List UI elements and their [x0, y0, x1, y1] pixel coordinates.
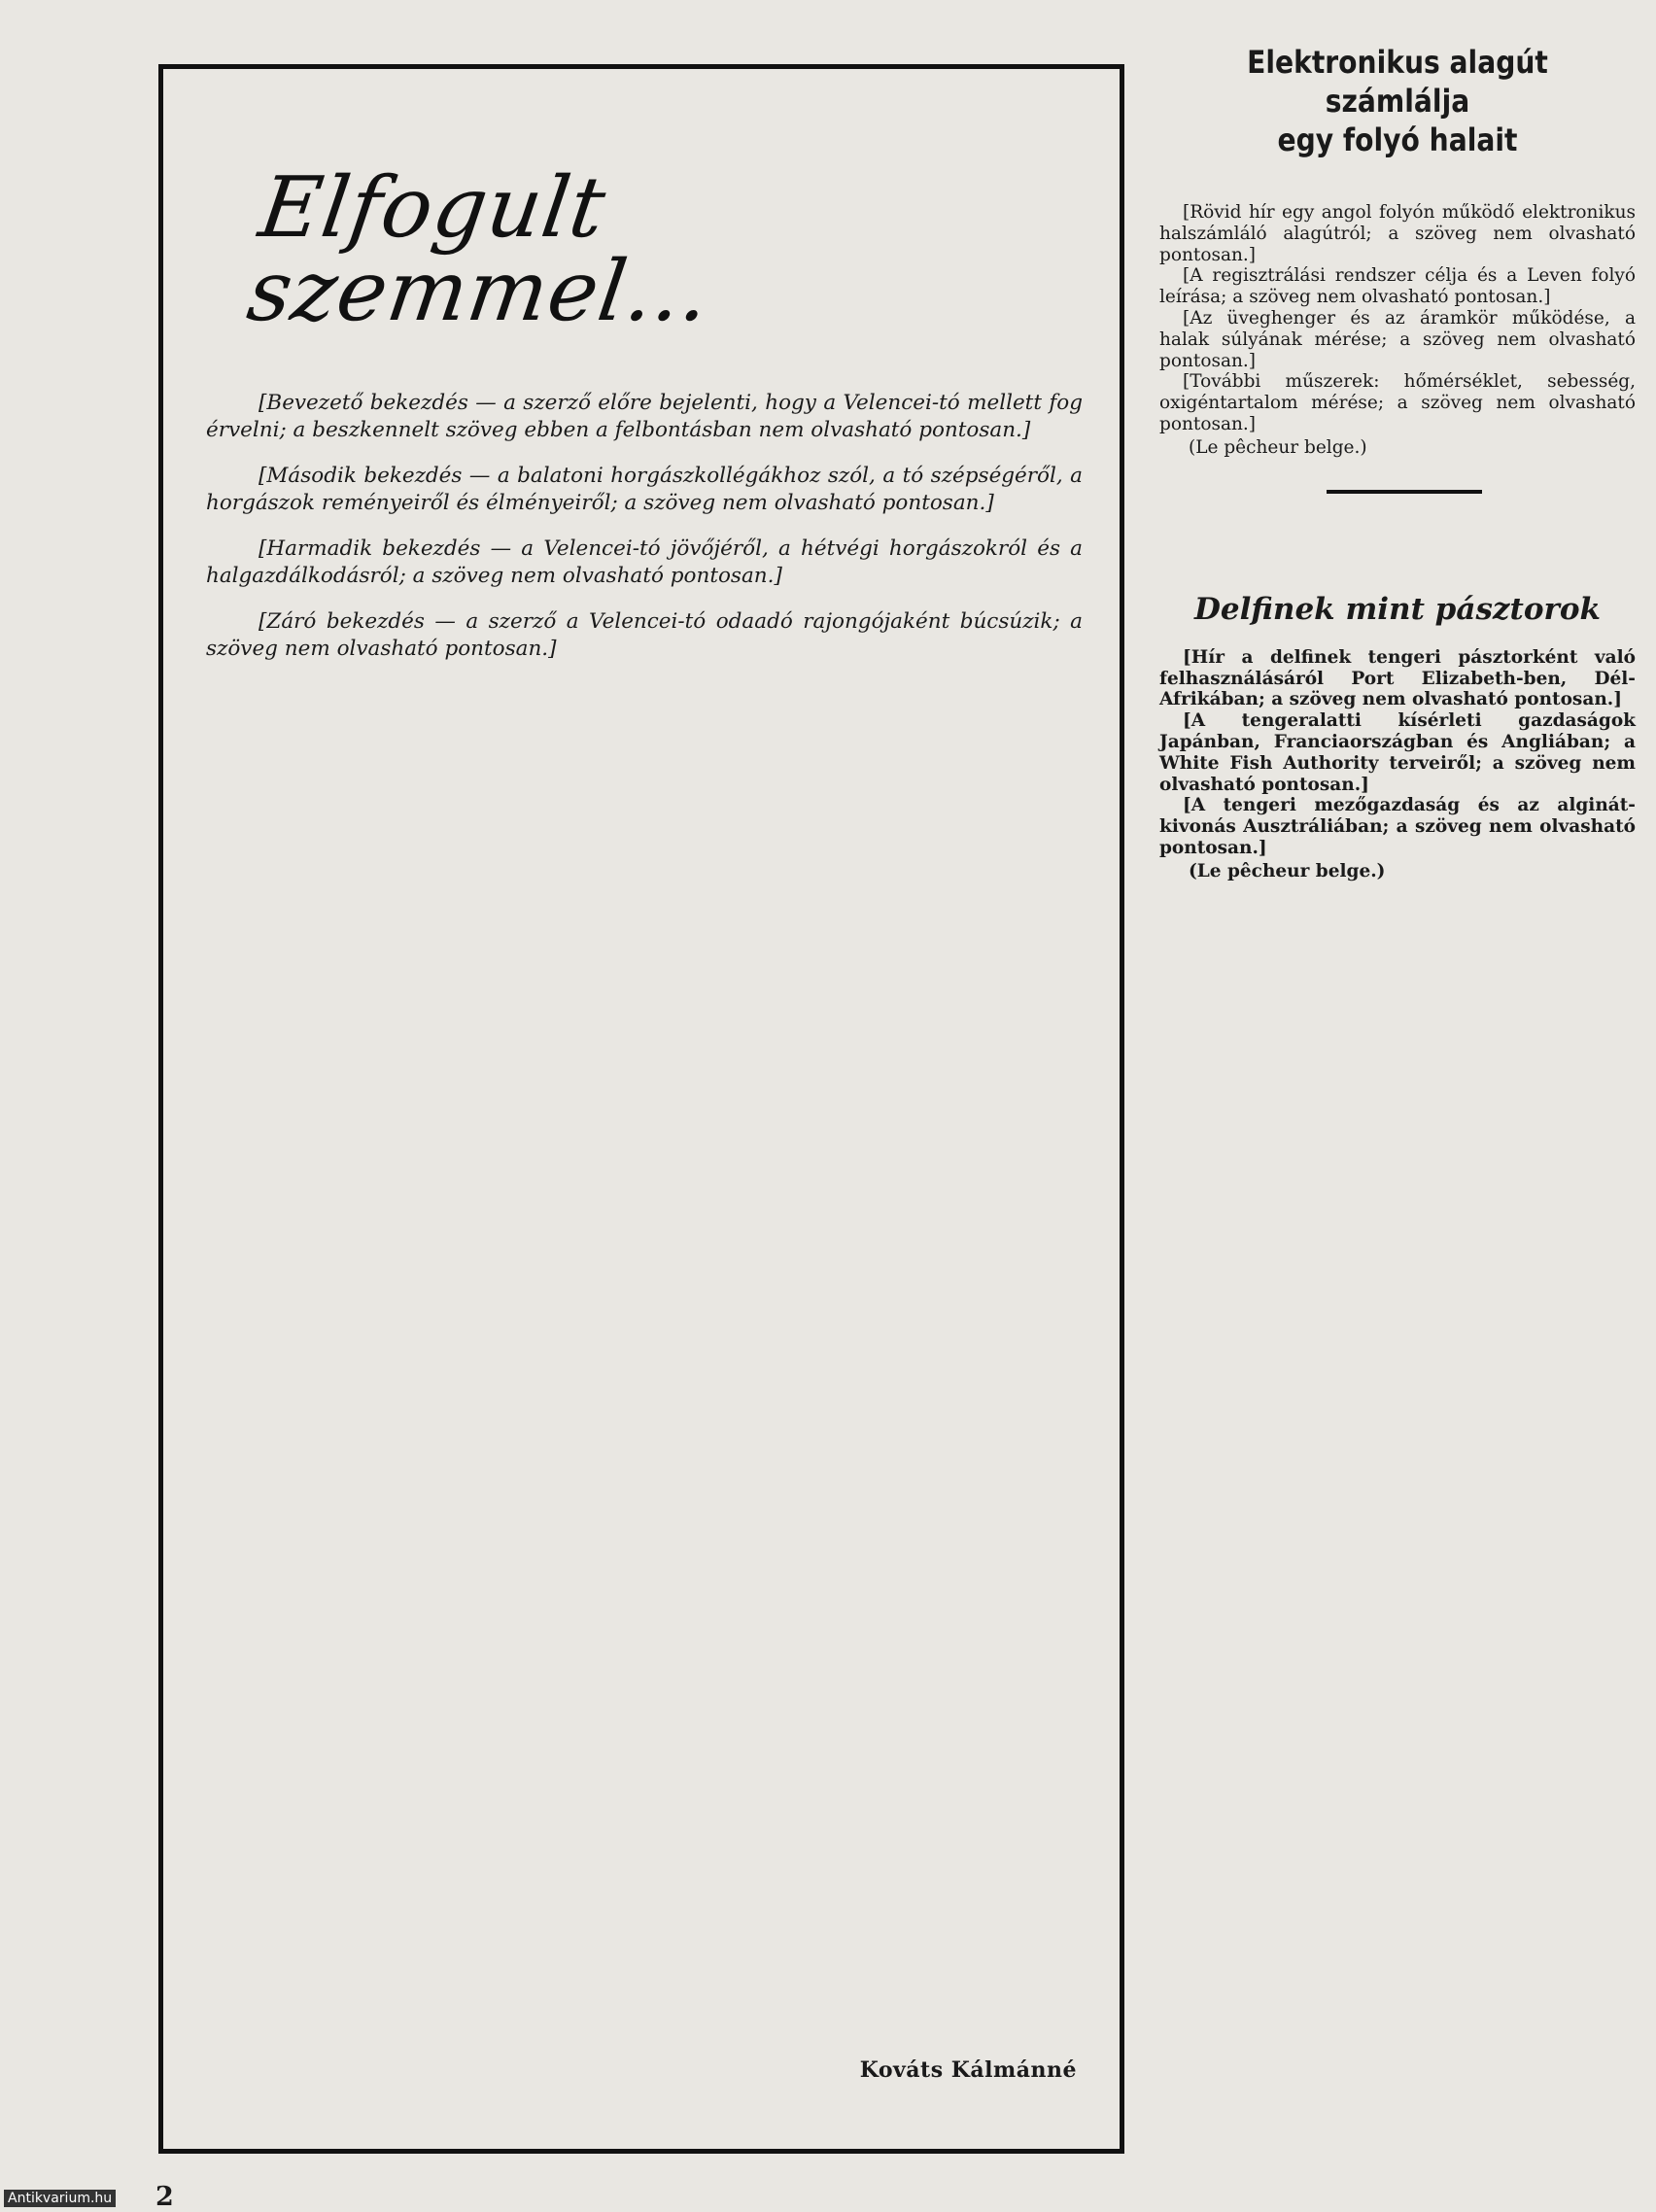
main-article-paragraph: [Harmadik bekezdés — a Velencei-tó jövőjéről, a hétvégi horgászokról és a halgazdálkodásról; a szöveg nem olvasható pontosan.] [206, 536, 1083, 588]
sidebar-article2-paragraph: [A tengeralatti kísérleti gazdaságok Japánban, Franciaországban és Angliában; a White Fish Authority terveiről; a szöveg nem olvasható pontosan.] [1159, 710, 1636, 795]
sidebar-article1-paragraph: [Az üveghenger és az áramkör működése, a halak súlyának mérése; a szöveg nem olvasható pontosan.] [1159, 307, 1636, 371]
article-divider [1327, 490, 1482, 494]
sidebar-article2-credit: (Le pêcheur belge.) [1189, 860, 1386, 881]
sidebar-article1-credit: (Le pêcheur belge.) [1189, 436, 1367, 458]
sidebar-article1-title-line2: egy folyó halait [1277, 121, 1518, 158]
main-article-signature: Kováts Kálmánné [859, 2057, 1077, 2083]
main-article-paragraph: [Záró bekezdés — a szerző a Velencei-tó odaadó rajongójaként búcsúzik; a szöveg nem olvasható pontosan.] [206, 609, 1083, 661]
site-watermark: Antikvarium.hu [4, 2190, 116, 2207]
sidebar-article1-paragraph: [A regisztrálási rendszer célja és a Leven folyó leírása; a szöveg nem olvasható pontosan.] [1159, 265, 1636, 308]
sidebar-column [1159, 43, 1636, 882]
sidebar-article2-title: Delfinek mint pásztorok [1194, 591, 1601, 627]
sidebar-article2-paragraph: [A tengeri mezőgazdaság és az alginát-kivonás Ausztráliában; a szöveg nem olvasható pontosan.] [1159, 795, 1636, 858]
sidebar-article1-paragraph: [További műszerek: hőmérséklet, sebesség, oxigéntartalom mérése; a szöveg nem olvasható pontosan.] [1159, 371, 1636, 434]
sidebar-article1-title [1188, 43, 1606, 159]
main-article-box [158, 64, 1124, 2154]
sidebar-article2-paragraph: [Hír a delfinek tengeri pásztorként való felhasználásáról Port Elizabeth-ben, Dél-Afrikában; a szöveg nem olvasható pontosan.] [1159, 646, 1636, 710]
main-article-paragraph: [Második bekezdés — a balatoni horgászkollégákhoz szól, a tó szépségéről, a horgászok reményeiről és élményeiről; a szöveg nem olvasható pontosan.] [206, 464, 1083, 515]
main-article-title: Elfogult szemmel... [241, 159, 716, 340]
sidebar-article1-title-line1: Elektronikus alagút számlálja [1247, 44, 1548, 120]
page-number: 2 [155, 2182, 174, 2212]
sidebar-article1-paragraph: [Rövid hír egy angol folyón működő elektronikus halszámláló alagútról; a szöveg nem olvasható pontosan.] [1159, 202, 1636, 265]
main-article-paragraph: [Bevezető bekezdés — a szerző előre bejelenti, hogy a Velencei-tó mellett fog érvelni; a beszkennelt szöveg ebben a felbontásban nem olvasható pontosan.] [206, 391, 1083, 442]
